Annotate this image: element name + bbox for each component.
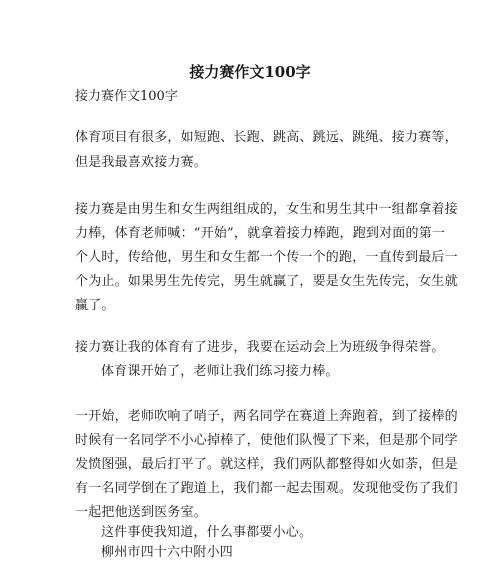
text-line: 时候有一名同学不小心掉棒了，使他们队慢了下来，但是那个同学 <box>75 433 458 448</box>
text-line: 个人时，传给他，男生和女生都一个传一个的跑，一直传到最后一 <box>75 250 458 265</box>
text-line: 接力赛是由男生和女生两组组成的，女生和男生其中一组都拿着接 <box>75 202 458 217</box>
text-line: 接力赛让我的体育有了进步，我要在运动会上为班级争得荣誉。 <box>75 340 445 355</box>
document-subtitle: 接力赛作文100字 <box>75 89 178 104</box>
text-line: 体育项目有很多，如短跑、长跑、跳高、跳远、跳绳、接力赛等， <box>75 130 458 145</box>
text-line: 体育课开始了，老师让我们练习接力棒。 <box>101 364 339 379</box>
text-line: 有一名同学倒在了跑道上，我们都一起去围观。发现他受伤了我们 <box>75 481 458 496</box>
text-line: 柳州市四十六中附小四 <box>101 545 234 560</box>
text-line: 个为止。如果男生先传完，男生就赢了，要是女生先传完，女生就 <box>75 274 458 289</box>
document-title: 接力赛作文100字 <box>189 63 311 81</box>
text-line: 力棒，体育老师喊：“开始”，就拿着接力棒跑，跑到对面的第一 <box>75 226 446 241</box>
text-line: 一起把他送到医务室。 <box>75 505 208 520</box>
text-line: 但是我最喜欢接力赛。 <box>75 155 208 170</box>
text-line: 赢了。 <box>75 298 115 313</box>
text-line: 发愤图强，最后打平了。就这样，我们两队都整得如火如荼，但是 <box>75 457 458 472</box>
text-line: 这件事使我知道，什么事都要小心。 <box>101 525 313 540</box>
text-line: 一开始，老师吹响了哨子，两名同学在赛道上奔跑着，到了接棒的 <box>75 409 458 424</box>
